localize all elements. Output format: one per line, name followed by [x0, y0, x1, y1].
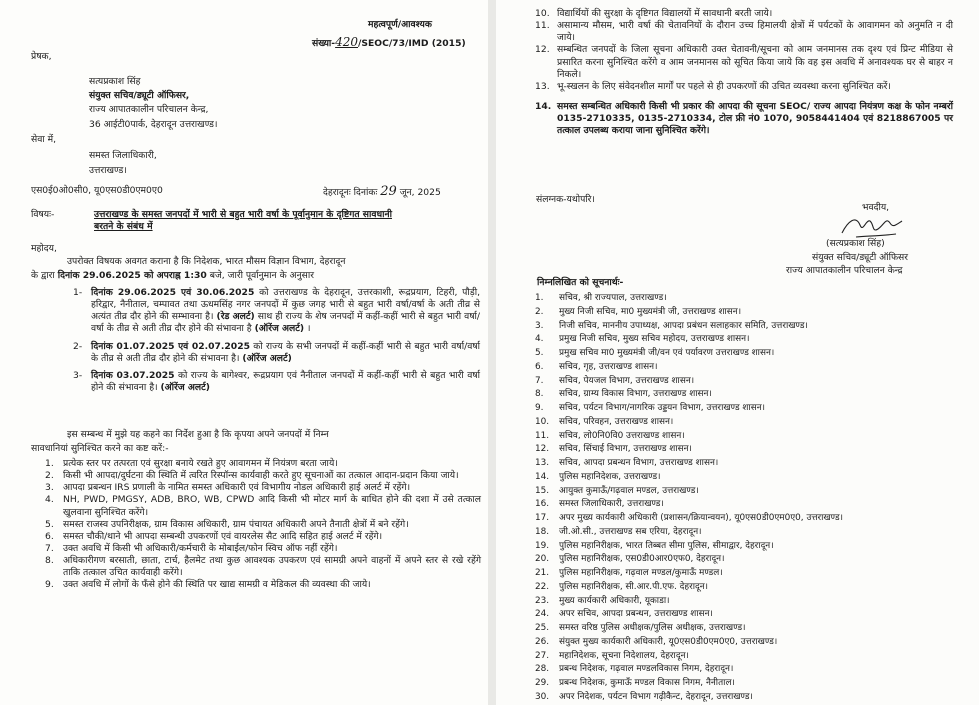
- copy-num: 23.: [535, 595, 550, 606]
- copy-num: 29.: [535, 678, 550, 688]
- precaution-text: समस्त राजस्व उपनिरीक्षक, ग्राम विकास अधिकारी, ग्राम पंचायत अधिकारी अपने तैनाती क्षेत्रों में बने रहेंगे।: [63, 518, 409, 530]
- precaution-text: अधिकारीगण बरसाती, छाता, टार्च, हैलमेट तथा कुछ आवश्यक उपकरण एवं सामग्री अपने वाहनों में अपने स्तर से रखे रहेंगे ताकि तत्काल उचित कार्यवाही करेंगे।: [63, 555, 481, 579]
- copy-list-item: [535, 361, 955, 375]
- copy-num: 12.: [535, 444, 550, 455]
- dispatch-date: [323, 183, 441, 200]
- copy-num: 9.: [535, 403, 544, 413]
- copy-text: अपर सचिव, आपदा प्रबन्धन, उत्तराखण्ड शासन।: [559, 609, 713, 620]
- date-prefix: देहरादूनः दिनांकः: [323, 187, 378, 198]
- forecast-date: दिनांक 03.07.2025: [91, 369, 175, 381]
- forecast-num: 3-: [73, 369, 83, 381]
- copy-num: 14.: [535, 471, 550, 482]
- copy-list-item: [535, 512, 955, 526]
- precaution-num: 7.: [45, 542, 54, 554]
- copy-list-item: [535, 526, 955, 540]
- copy-num: 11.: [535, 430, 550, 441]
- copy-text: मुख्य कार्यकारी अधिकारी, यूकाडा।: [559, 595, 670, 606]
- reference-suffix: /SEOC/73/IMD (2015): [358, 38, 466, 49]
- copy-num: 24.: [535, 609, 550, 620]
- precaution-item: [45, 555, 481, 579]
- precaution-num: 6.: [45, 530, 54, 542]
- precaution-num: 4.: [45, 494, 54, 506]
- sender-office: राज्य आपातकालीन परिचालन केन्द्र,: [89, 104, 209, 115]
- copy-list-item: [535, 443, 955, 457]
- copy-num: 21.: [535, 568, 550, 578]
- copy-text: पुलिस महानिदेशक, उत्तराखण्ड।: [559, 471, 661, 482]
- precaution-num: 10.: [535, 8, 550, 19]
- signatory-designation: संयुक्त सचिव/ड्यूटी ऑफिसर: [812, 252, 908, 263]
- copy-num: 6.: [535, 361, 544, 372]
- precaution-num: 3.: [45, 482, 54, 494]
- copy-text: समस्त वरिष्ठ पुलिस अधीक्षक/पुलिस अधीक्षक, उत्तराखण्ड।: [559, 623, 746, 633]
- dispatch-copy: एस0ई0ओ0सी0, यू0एस0डी0एम0ए0: [31, 185, 163, 196]
- copy-num: 8.: [535, 389, 544, 400]
- copy-list-item: [535, 485, 955, 499]
- directive-line1: इस सम्बन्ध में मुझे यह कहने का निर्देश हुआ है कि कृपया अपने जनपदों में निम्न: [67, 429, 329, 440]
- copy-list-item: [535, 608, 955, 622]
- forecast-num: 2-: [73, 340, 83, 352]
- reference-prefix: संख्या-: [312, 38, 336, 49]
- copy-list-item: [535, 636, 955, 650]
- precaution-item: [45, 458, 481, 470]
- copy-list-item: [535, 663, 955, 677]
- copy-list-item: [535, 553, 955, 567]
- precaution-item: [45, 470, 481, 482]
- copy-text: प्रमुख निजी सचिव, मुख्य सचिव महोदय, उत्तराखण्ड शासन।: [559, 334, 750, 345]
- precautions-right: [535, 8, 953, 137]
- copy-num: 5.: [535, 348, 544, 358]
- copy-text: सचिव, ग्राम्य विकास विभाग, उत्तराखण्ड शासन।: [559, 389, 712, 400]
- copy-text: प्रबन्ध निदेशक, कुमाऊँ मण्डल विकास निगम, नैनीताल।: [559, 678, 735, 688]
- copy-text: सचिव, गृह, उत्तराखण्ड शासन।: [559, 361, 658, 372]
- date-handwritten: 29: [380, 184, 397, 199]
- enclosure-note: संलग्नक-यथोपरि।: [536, 194, 595, 205]
- precaution-text: NH, PWD, PMGSY, ADB, BRO, WB, CPWD आदि किसी भी मोटर मार्ग के बाधित होने की दशा में उसे तत्काल खुलवाना सुनिश्चित करेंगे।: [63, 494, 481, 518]
- copy-list-item: [535, 457, 955, 471]
- precaution-num: 12.: [535, 44, 550, 56]
- precaution-item: [535, 44, 953, 80]
- copy-text: पुलिस महानिरीक्षक, सी.आर.पी.एफ. देहरादून।: [559, 581, 709, 592]
- copy-text: सचिव, श्री राज्यपाल, उत्तराखण्ड।: [559, 293, 667, 303]
- precautions-left: [45, 458, 481, 592]
- copy-text: प्रमुख सचिव मा0 मुख्यमंत्री जी/वन एवं पर्यावरण उत्तराखण्ड शासन।: [559, 348, 775, 358]
- copy-list-item: [535, 333, 955, 347]
- copy-num: 4.: [535, 334, 544, 345]
- precaution-text: उक्त अवधि में किसी भी अधिकारी/कर्मचारी के मोबाईल/फोन स्विच ऑफ नहीं रहेंगे।: [63, 542, 338, 554]
- copy-text: महानिदेशक, सूचना निदेशालय, देहरादून।: [559, 650, 689, 661]
- precaution-text: आपदा प्रबन्धन IRS प्रणाली के नामित समस्त अधिकारी एवं विभागीय नोडल अधिकारी हाई अलर्ट में रहेंगे।: [63, 482, 411, 494]
- precaution-item: [535, 81, 953, 93]
- copy-list-item: [535, 691, 955, 705]
- reference-handwritten: 420: [335, 35, 359, 49]
- page-gutter: [488, 0, 496, 705]
- copy-text: पुलिस महानिरीक्षक, भारत तिब्बत सीमा पुलिस, सीमाद्वार, देहरादून।: [559, 540, 774, 551]
- copy-list-item: [535, 320, 955, 334]
- copy-text: सचिव, पर्यटन विभाग/नागरिक उड्डयन विभाग, उत्तराखण्ड शासन।: [559, 403, 766, 413]
- forecast-text: को राज्य के सभी जनपदों में कहीं-कहीं भारी से बहुत भारी वर्षा/वर्षा के तीव्र से अती तीव्र दौर होने की संभावना है।: [91, 340, 480, 364]
- copy-num: 2.: [535, 306, 544, 317]
- copy-text: आयुक्त कुमाऊँ/गढ़वाल मण्डल, उत्तराखण्ड।: [559, 485, 699, 496]
- forecast-alert: (ऑरेंज अलर्ट): [160, 381, 210, 393]
- precaution-num: 5.: [45, 518, 54, 530]
- subject-line2: बरतने के संबंध में: [94, 221, 153, 233]
- signatory-office: राज्य आपातकालीन परिचालन केन्द्र: [786, 265, 903, 276]
- recipient-line1: समस्त जिलाधिकारी,: [89, 150, 157, 161]
- copy-num: 18.: [535, 526, 550, 537]
- copy-text: निजी सचिव, माननीय उपाध्यक्ष, आपदा प्रबंधन सलाहकार समिति, उत्तराखण्ड।: [559, 320, 808, 331]
- intro-pre: के द्वारा: [31, 270, 58, 281]
- copy-text: सचिव, लो0नि0वि0 उत्तराखण्ड शासन।: [559, 430, 685, 441]
- directive-line2: सावधानियां सुनिश्चित करने का कष्ट करें:-: [31, 443, 169, 454]
- copy-list-item: [535, 650, 955, 664]
- copy-num: 7.: [535, 375, 544, 386]
- precaution-num: 2.: [45, 470, 54, 482]
- copy-list-item: [535, 622, 955, 636]
- forecast-alert: (रेड अलर्ट): [216, 311, 255, 323]
- precaution-text: समस्त सम्बन्धित अधिकारी किसी भी प्रकार की आपदा की सूचना SEOC/ राज्य आपदा नियंत्रण कक्ष के फोन नम्बरों 0135-2710335, 0135-2710334, टोल फ्री नं0 1070, 9058441404 एवं 8218867005 पर तत्काल उपलब्ध कराया जाना सुनिश्चित करेंगे।: [557, 100, 953, 137]
- sender-designation: संयुक्त सचिव/ड्यूटी ऑफिसर,: [89, 90, 190, 101]
- copy-num: 25.: [535, 623, 550, 633]
- signatory-name: (सत्यप्रकाश सिंह): [826, 238, 885, 249]
- precaution-text: उक्त अवधि में लोगों के फँसे होने की स्थिति पर खाद्य सामग्री व मेडिकल की व्यवस्था की जाये।: [63, 579, 371, 591]
- subject-label: विषयः-: [31, 209, 55, 220]
- copy-text: जी.ओ.सी., उत्तराखण्ड सब एरिया, देहरादून।: [559, 526, 702, 537]
- recipient-line2: उत्तराखण्ड।: [89, 165, 127, 176]
- precaution-item: [535, 20, 953, 44]
- forecast-date: दिनांक 01.07.2025 एवं 02.07.2025: [91, 340, 250, 352]
- from-label: प्रेषक,: [31, 51, 52, 62]
- copy-num: 20.: [535, 554, 550, 565]
- copy-list-item: [535, 375, 955, 389]
- intro-line1: उपरोक्त विषयक अवगत कराना है कि निदेशक, भारत मौसम विज्ञान विभाग, देहरादून: [67, 256, 346, 267]
- forecast-alert2: (ऑरेंज अलर्ट): [254, 323, 305, 335]
- precaution-text: सम्बन्धित जनपदों के जिला सूचना अधिकारी उक्त चेतावनी/सूचना को आम जनमानस तक दृश्य एवं प्रिन्ट मीडिया से प्रसारित करना सुनिश्चित करेंगे व आम जनमानस को सूचित किया जाये कि वह इस अवधि में अनावश्यक घर से बाहर न निकले।: [557, 44, 953, 80]
- copy-list-item: [535, 471, 955, 485]
- copy-list-item: [535, 416, 955, 430]
- forecast-date: दिनांक 29.06.2025 एवं 30.06.2025: [91, 287, 255, 298]
- copy-num: 19.: [535, 540, 550, 551]
- copy-num: 30.: [535, 691, 550, 702]
- sender-address: 36 आईटी0पार्क, देहरादून उत्तराखण्ड।: [89, 119, 218, 130]
- copy-text: अपर निदेशक, पर्यटन विभाग गढ़ीकैन्ट, देहरादून, उत्तराखण्ड।: [559, 691, 753, 702]
- copy-text: सचिव, सिंचाई विभाग, उत्तराखण्ड शासन।: [559, 444, 692, 455]
- subject-line1: उत्तराखण्ड के समस्त जनपदों में भारी से बहुत भारी वर्षा के पूर्वानुमान के दृष्टिगत सावधानी: [94, 209, 393, 220]
- copy-text: पुलिस महानिरीक्षक, गढ़वाल मण्डल/कुमाऊँ मण्डल।: [559, 568, 723, 578]
- copy-list-item: [535, 595, 955, 609]
- copy-list: [535, 292, 955, 705]
- copy-text: सचिव, पेयजल विभाग, उत्तराखण्ड शासन।: [559, 375, 695, 386]
- forecast-item: [73, 370, 480, 394]
- precaution-text: विद्यार्थियों की सुरक्षा के दृष्टिगत विद्यालयों में सावधानी बरती जाये।: [557, 8, 773, 19]
- intro-line2: [31, 270, 481, 282]
- precaution-item: [45, 531, 481, 543]
- copy-list-item: [535, 402, 955, 416]
- copy-num: 16.: [535, 499, 550, 510]
- copy-num: 17.: [535, 513, 550, 523]
- precaution-item: [45, 579, 481, 591]
- copy-text: संयुक्त मुख्य कार्यकारी अधिकारी, यू0एस0डी0एम0ए0, उत्तराखण्ड।: [559, 636, 778, 647]
- copy-text: प्रबन्ध निदेशक, गढ़वाल मण्डलविकास निगम, देहरादून।: [559, 664, 734, 675]
- forecast-item: [73, 341, 480, 365]
- copy-num: 22.: [535, 581, 550, 592]
- precaution-text: असामान्य मौसम, भारी वर्षा की चेतावनियों के दौरान उच्च हिमालयी क्षेत्रों में पर्यटकों के आवागमन को अनुमति न दी जाये।: [557, 20, 953, 44]
- copy-list-item: [535, 347, 955, 361]
- precaution-text: समस्त चौकी/थाने भी आपदा सम्बन्धी उपकरणों एवं वायरलेस सैट आदि सहित हाई अलर्ट में रहेंगे।: [63, 530, 383, 542]
- copy-num: 15.: [535, 485, 550, 496]
- copy-heading: निम्नलिखित को सूचनार्थः-: [537, 277, 624, 288]
- copy-num: 13.: [535, 458, 550, 468]
- copy-num: 3.: [535, 320, 544, 331]
- sender-name: सत्यप्रकाश सिंह: [89, 76, 141, 87]
- copy-num: 10.: [535, 416, 550, 427]
- copy-list-item: [535, 581, 955, 595]
- copy-text: अपर मुख्य कार्यकारी अधिकारी (प्रशासन/क्रियान्वयन), यू0एस0डी0एम0ए0, उत्तराखण्ड।: [559, 513, 843, 523]
- copy-list-item: [535, 388, 955, 402]
- priority-label: महत्वपूर्ण/आवश्यक: [368, 19, 432, 30]
- precaution-text: भू-स्खलन के लिए संवेदनशील मार्गों पर पहले से ही उपकरणों की उचित व्यवस्था करना सुनिश्चित करें।: [557, 80, 891, 92]
- forecast-list: [73, 287, 480, 394]
- intro-post: बजे, जारी पूर्वानुमान के अनुसार: [206, 270, 315, 281]
- intro-bold: दिनांक 29.06.2025 को अपराह्न 1:30: [57, 270, 207, 281]
- copy-text: समस्त जिलाधिकारी, उत्तराखण्ड।: [559, 499, 664, 510]
- copy-list-item: [535, 306, 955, 320]
- forecast-text: को राज्य के बागेश्वर, रूद्रप्रयाग एवं नैनीताल जनपदों में कहीं-कहीं भारी से बहुत भारी वर्षा होने की संभावना है।: [91, 369, 480, 393]
- copy-list-item: [535, 677, 955, 691]
- salutation: महोदय,: [31, 243, 57, 254]
- forecast-text: को उत्तराखण्ड के देहरादून, उत्तरकाशी, रूद्रप्रयाग, टिहरी, पौड़ी, हरिद्वार, नैनीताल, चम्पावत तथा ऊधमसिंह नगर जनपदों में कुछ जगह भारी से बहुत भारी वर्षा/वर्षा के अती तीव्र से अत्यंत तीव्र दौर होने की सम्भावना है।: [91, 287, 480, 323]
- precaution-item-emergency: [535, 101, 953, 137]
- copy-list-item: [535, 540, 955, 554]
- copy-list-item: [535, 430, 955, 444]
- date-suffix: जून, 2025: [399, 187, 441, 198]
- copy-num: 28.: [535, 664, 550, 675]
- precaution-item: [45, 494, 481, 518]
- reference-number: [312, 35, 466, 51]
- yours-faithfully: भवदीय,: [862, 202, 890, 213]
- copy-num: 26.: [535, 636, 550, 647]
- copy-text: सचिव, परिवहन, उत्तराखण्ड शासन।: [559, 416, 674, 427]
- forecast-text2: साथ ही राज्य के शेष जनपदों में कहीं-कहीं भारी से बहुत भारी वर्षा/वर्षा के तीव्र से अती तीव्र दौर होने की संभावना है: [91, 311, 480, 335]
- copy-text: मुख्य निजी सचिव, मा0 मुख्यमंत्री जी, उत्तराखण्ड शासन।: [559, 306, 742, 317]
- copy-text: सचिव, आपदा प्रबन्धन विभाग, उत्तराखण्ड शासन।: [559, 458, 719, 468]
- copy-list-item: [535, 498, 955, 512]
- forecast-text3: ।: [304, 323, 311, 335]
- forecast-alert: (ऑरेंज अलर्ट): [242, 352, 292, 364]
- copy-list-item: [535, 567, 955, 581]
- precaution-text: प्रत्येक स्तर पर तत्परता एवं सुरक्षा बनाये रखते हुए आवागमन में नियंत्रण बरता जाये।: [63, 458, 338, 469]
- to-label: सेवा में,: [31, 134, 57, 145]
- copy-num: 1.: [535, 293, 544, 303]
- precaution-num: 13.: [535, 80, 550, 92]
- precaution-num: 1.: [45, 458, 54, 469]
- subject-text: [94, 209, 479, 233]
- copy-num: 27.: [535, 650, 550, 661]
- forecast-num: 1-: [73, 287, 83, 298]
- copy-list-item: [535, 292, 955, 306]
- precaution-num: 14.: [535, 100, 552, 112]
- precaution-item: [535, 8, 953, 20]
- precaution-num: 8.: [45, 555, 54, 567]
- precaution-item: [45, 543, 481, 555]
- forecast-item: [73, 287, 480, 336]
- precaution-text: किसी भी आपदा/दुर्घटना की स्थिति में त्वरित रिस्पॉन्स कार्यवाही करते हुए सूचनाओं का तत्काल आदान-प्रदान किया जाये।: [63, 470, 459, 482]
- precaution-num: 9.: [45, 579, 54, 591]
- precaution-item: [45, 519, 481, 531]
- precaution-item: [45, 482, 481, 494]
- copy-text: पुलिस महानिरीक्षक, एस0डी0आर0एफ0, देहरादून।: [559, 554, 725, 565]
- precaution-num: 11.: [535, 20, 550, 32]
